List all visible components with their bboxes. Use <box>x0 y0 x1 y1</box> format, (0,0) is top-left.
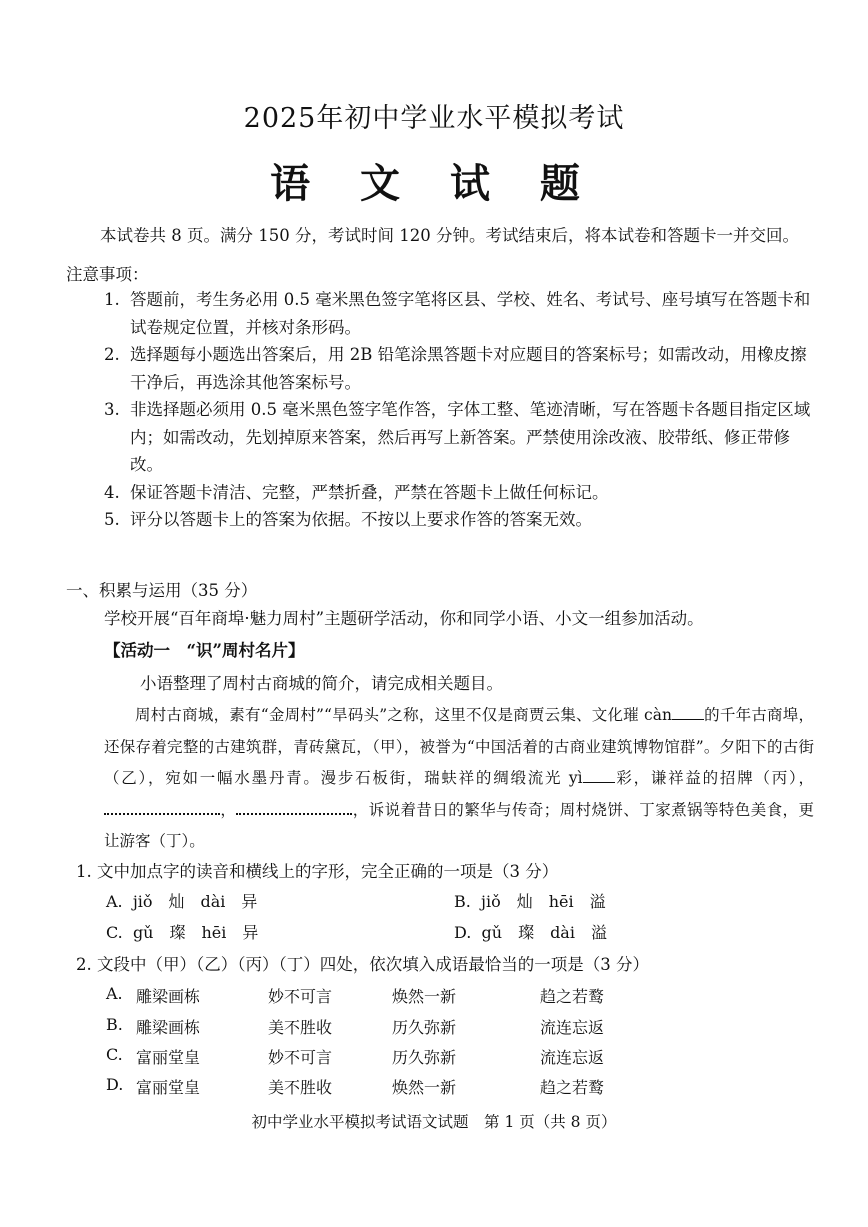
option-label: B. <box>454 892 471 911</box>
option-choice: 美不胜收 <box>268 1018 333 1037</box>
q1-option-c <box>106 920 258 943</box>
option-label: D. <box>106 1075 124 1094</box>
option-choice: 趋之若鹜 <box>540 1078 605 1097</box>
note-text: 保证答题卡清洁、完整，严禁折叠，严禁在答题卡上做任何标记。 <box>130 482 609 502</box>
question-1-stem: 1. 文中加点字的读音和横线上的字形，完全正确的一项是（3 分） <box>76 862 559 881</box>
option-choice: 妙不可言 <box>268 1048 333 1067</box>
option-choice: 富丽堂皇 <box>136 1048 201 1067</box>
option-choice: 趋之若鹜 <box>540 987 605 1006</box>
note-item <box>104 479 814 507</box>
option-choice: 雕梁画栋 <box>136 987 201 1006</box>
note-text: 非选择题必须用 0.5 毫米黑色签字笔作答，字体工整、笔迹清晰，写在答题卡各题目指定区域内；如需改动，先划掉原来答案，然后再写上新答案。严禁使用涂改液、胶带纸、修正带修改。 <box>130 400 811 474</box>
passage-paragraph <box>104 700 814 858</box>
option-label: A. <box>106 984 123 1003</box>
note-number: 5. <box>104 510 120 529</box>
option-label: B. <box>106 1015 123 1034</box>
option-choice: 历久弥新 <box>392 1048 457 1067</box>
option-label: C. <box>106 1045 123 1064</box>
q2-option-a <box>106 984 604 1007</box>
option-choice: 焕然一新 <box>392 1078 457 1097</box>
note-number: 2. <box>104 345 120 364</box>
q1-option-d <box>454 920 607 943</box>
fill-blank <box>583 768 615 783</box>
option-text: gǔ 璨 hēi 异 <box>132 923 259 942</box>
note-item <box>104 396 814 479</box>
passage-part-3: 彩，谦祥益的招牌（丙）， <box>614 769 814 787</box>
option-text: jiǒ 灿 hēi 溢 <box>481 892 606 911</box>
section-heading: 一、积累与运用（35 分） <box>66 581 258 600</box>
passage-part-5: ，诉说着昔日的繁华与传奇；周村烧饼、丁家煮锅等特色美食，更让游客（丁）。 <box>104 800 814 850</box>
fill-blank <box>672 705 704 720</box>
note-text: 答题前，考生务必用 0.5 毫米黑色签字笔将区县、学校、姓名、考试号、座号填写在答题卡和试卷规定位置，并核对条形码。 <box>130 290 811 337</box>
wavy-blank <box>236 799 352 815</box>
page-footer: 初中学业水平模拟考试语文试题 第 1 页（共 8 页） <box>251 1113 617 1131</box>
question-2-stem: 2. 文段中（甲）（乙）（丙）（丁）四处，依次填入成语最恰当的一项是（3 分） <box>76 955 649 974</box>
option-text: jiǒ 灿 dài 异 <box>132 892 258 911</box>
q2-option-d <box>106 1075 604 1098</box>
notes-heading: 注意事项： <box>66 265 149 284</box>
option-choice: 富丽堂皇 <box>136 1078 201 1097</box>
note-number: 1. <box>104 290 120 309</box>
q2-option-b <box>106 1015 604 1038</box>
passage-part-4: ， <box>220 800 237 819</box>
note-text: 评分以答题卡上的答案为依据。不按以上要求作答的答案无效。 <box>130 510 592 529</box>
exam-title: 2025年初中学业水平模拟考试 <box>243 103 625 134</box>
option-choice: 焕然一新 <box>392 987 457 1006</box>
q1-option-a <box>106 889 257 912</box>
option-choice: 流连忘返 <box>540 1018 605 1037</box>
activity-description: 小语整理了周村古商城的简介，请完成相关题目。 <box>140 674 503 693</box>
note-item <box>104 286 814 341</box>
note-item <box>104 341 814 396</box>
option-text: gǔ 璨 dài 溢 <box>481 923 607 942</box>
q1-option-b <box>454 889 606 912</box>
option-choice: 妙不可言 <box>268 987 333 1006</box>
section-intro: 学校开展“百年商埠·魅力周村”主题研学活动，你和同学小语、小文一组参加活动。 <box>104 609 704 628</box>
activity-heading: 【活动一 “识”周村名片】 <box>104 641 305 660</box>
note-text: 选择题每小题选出答案后，用 2B 铅笔涂黑答题卡对应题目的答案标号；如需改动，用橡皮擦干净后，再选涂其他答案标号。 <box>130 345 807 392</box>
option-choice: 流连忘返 <box>540 1048 605 1067</box>
option-choice: 美不胜收 <box>268 1078 333 1097</box>
reading-passage <box>104 700 814 858</box>
subject-title: 语 文 试 题 <box>270 160 598 207</box>
wavy-blank <box>104 799 220 815</box>
option-label: D. <box>454 923 472 942</box>
option-choice: 历久弥新 <box>392 1018 457 1037</box>
note-number: 3. <box>104 400 120 419</box>
option-label: C. <box>106 923 123 942</box>
exam-intro: 本试卷共 8 页。满分 150 分，考试时间 120 分钟。考试结束后，将本试卷和答题卡一并交回。 <box>100 226 799 245</box>
notes-list <box>104 286 814 534</box>
passage-part-2: 的千年古商埠，还保存着完整的古建筑群，青砖黛瓦，（甲），被誉为“中国活着的古商业建筑博物馆群”。夕阳下的古街（乙），宛如一幅水墨丹青。漫步石板街，瑞蚨祥的绸缎流光 yì <box>104 706 814 787</box>
option-choice: 雕梁画栋 <box>136 1018 201 1037</box>
note-item <box>104 506 814 534</box>
note-number: 4. <box>104 482 120 502</box>
q2-option-c <box>106 1045 604 1068</box>
passage-part-1: 周村古商城，素有“金周村”“旱码头”之称，这里不仅是商贾云集、文化璀 càn <box>135 706 672 724</box>
option-label: A. <box>106 892 123 911</box>
